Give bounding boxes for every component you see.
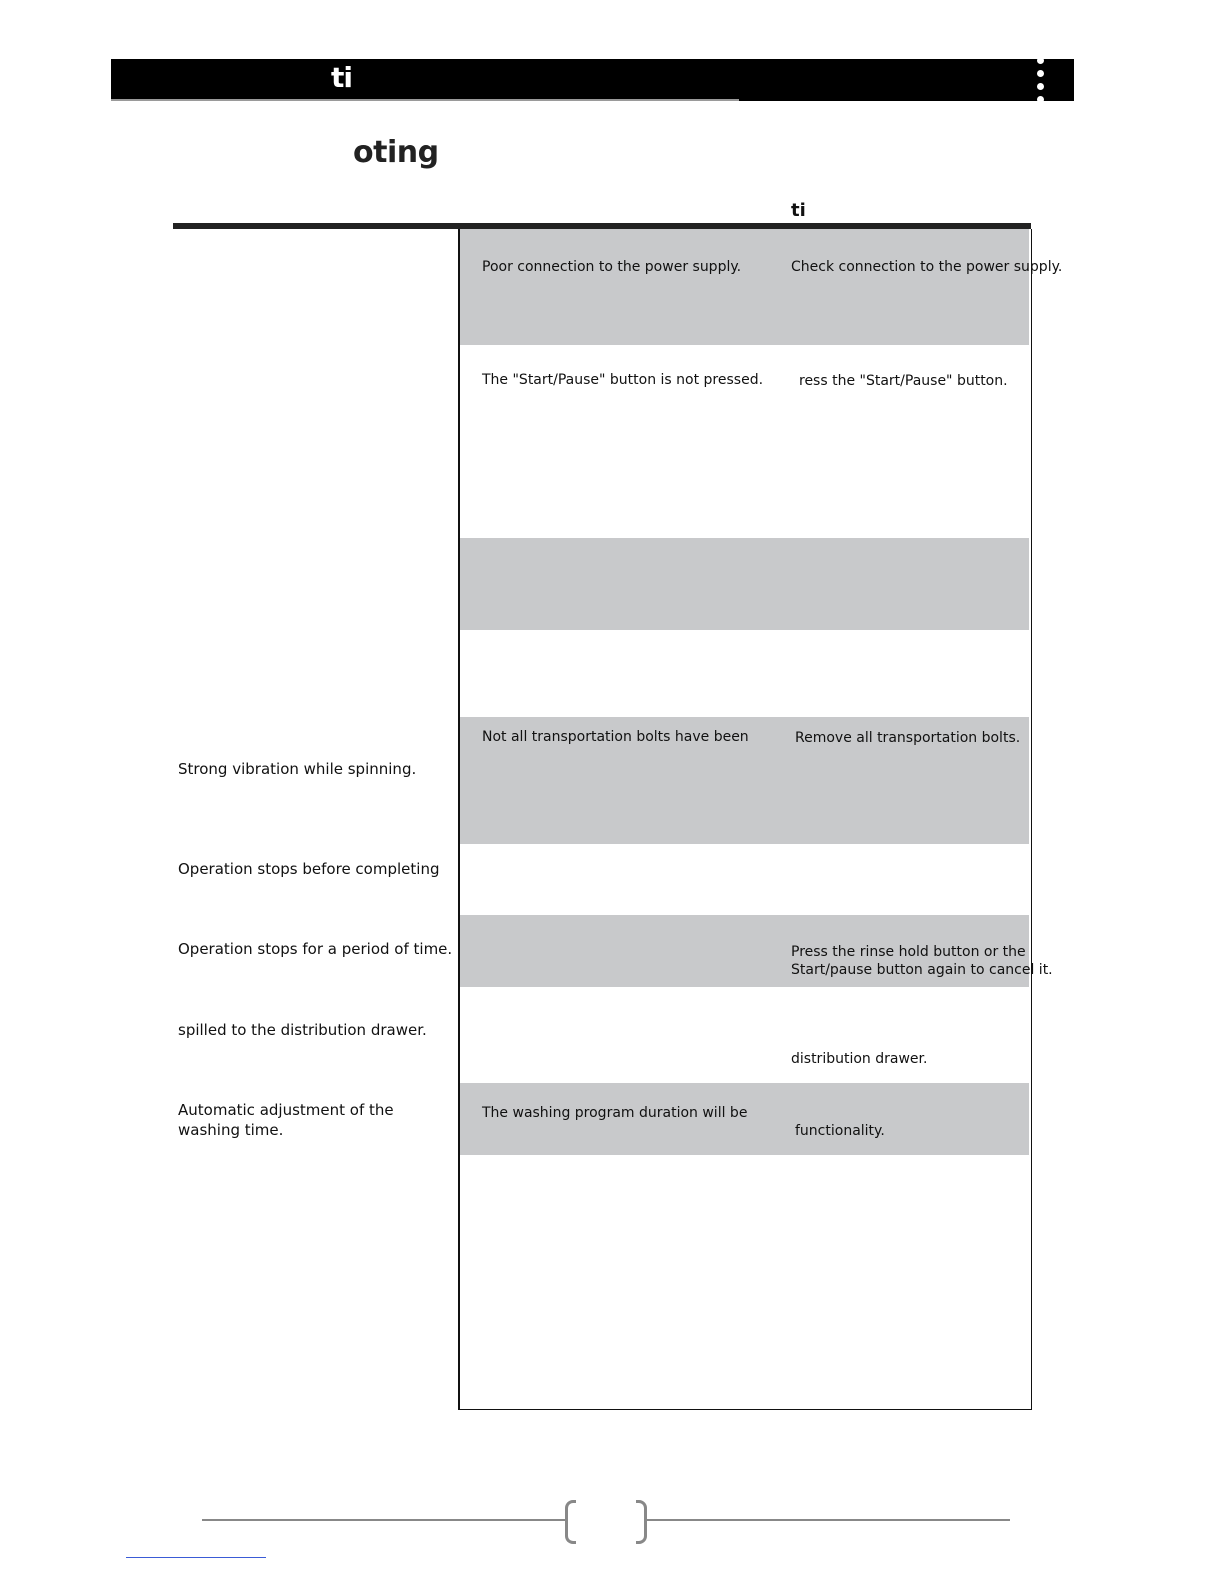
solution-cell: Check connection to the power supply. [791,259,1063,275]
solution-cell: ress the "Start/Pause" button. [799,373,1008,389]
footer-line-left [202,1519,566,1521]
cause-cell: Not all transportation bolts have been [482,729,749,745]
solution-cell: Press the rinse hold button or the [791,944,1026,960]
header-underline [111,99,739,101]
footer-line-right [646,1519,1010,1521]
problem-cell: Operation stops before completing [178,860,440,878]
header-bar [111,59,1074,101]
problem-cell: Operation stops for a period of time. [178,940,453,958]
page-number-bracket-right [636,1500,647,1544]
link-underline [126,1557,266,1558]
table-frame [458,229,1032,1410]
vertical-dots-icon [1034,57,1048,103]
cause-cell: The washing program duration will be [482,1105,748,1121]
cause-cell: The "Start/Pause" button is not pressed. [482,372,764,388]
problem-cell: Automatic adjustment of the washing time. [178,1101,394,1139]
solution-cell: distribution drawer. [791,1051,928,1067]
header-title: ti [331,61,352,94]
problem-cell: Strong vibration while spinning. [178,760,417,778]
problem-cell: spilled to the distribution drawer. [178,1021,427,1039]
solution-cell: Start/pause button again to cancel it. [791,962,1053,978]
solution-cell: functionality. [795,1123,885,1139]
page-title: oting [353,135,439,170]
page-number-bracket-left [565,1500,576,1544]
solution-cell: Remove all transportation bolts. [795,730,1021,746]
solution-column-header: ti [791,200,806,221]
cause-cell: Poor connection to the power supply. [482,259,742,275]
